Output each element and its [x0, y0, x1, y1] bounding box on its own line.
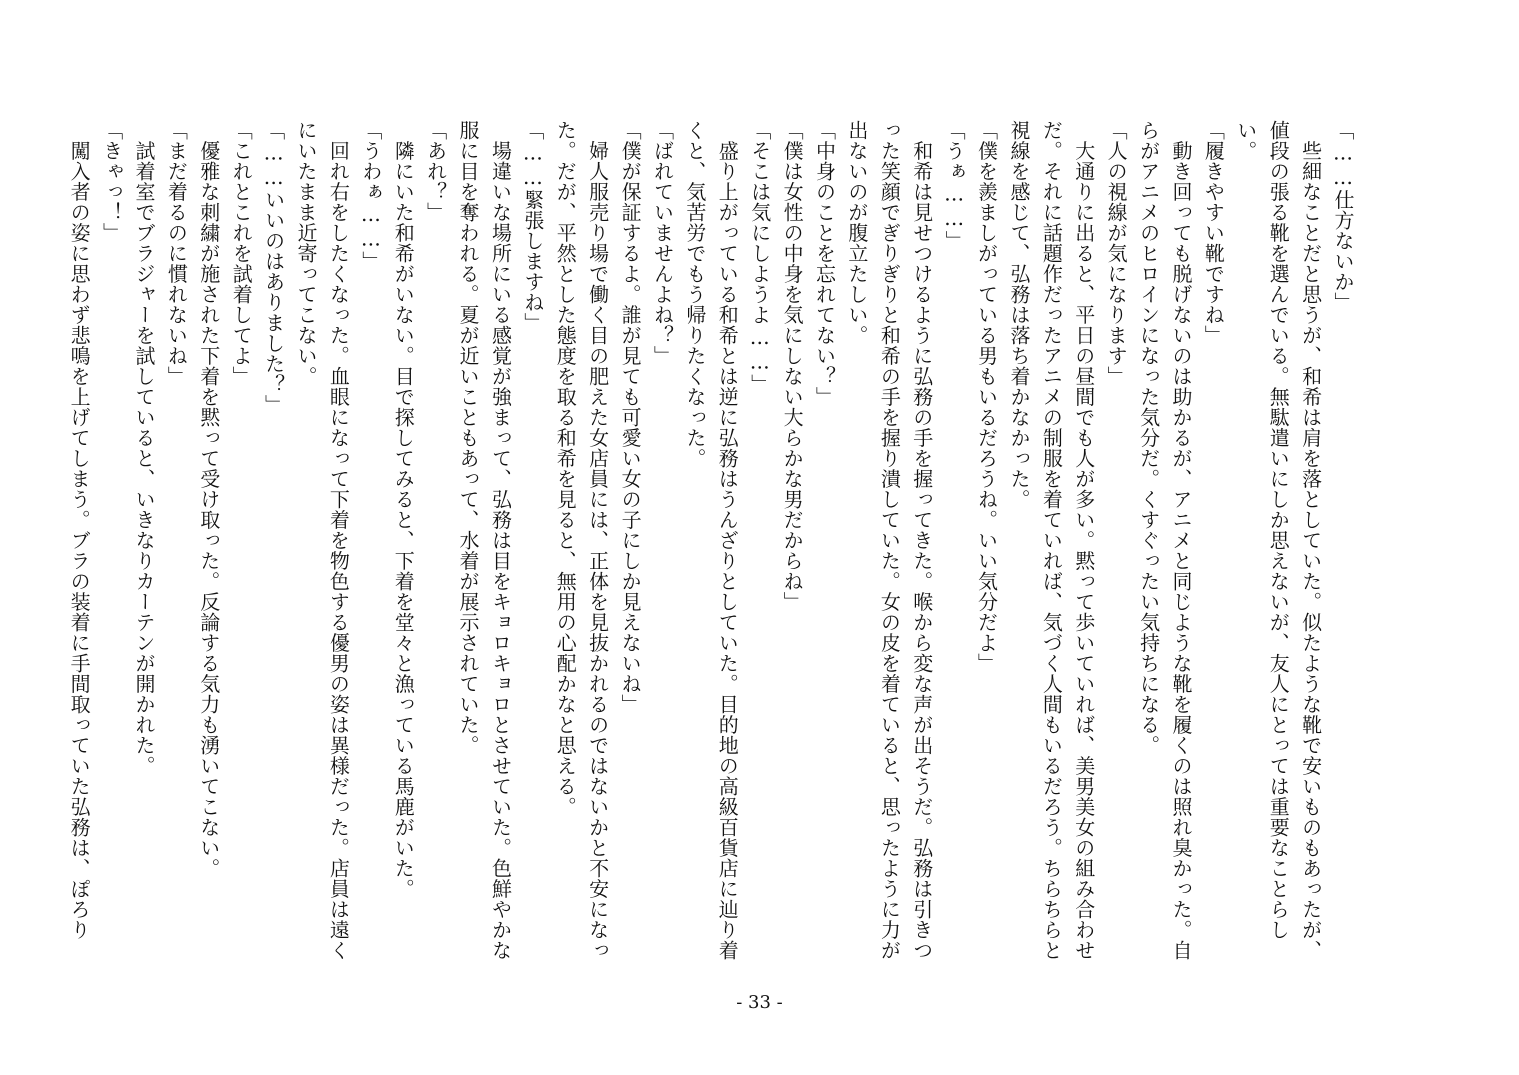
text-line: 「僕は女性の中身を気にしない大らかな男だからね」 — [780, 120, 805, 612]
text-line: 「きゃっ！」 — [99, 120, 124, 243]
text-line: 「ばれていませんよね？」 — [650, 120, 675, 366]
text-line: 「……仕方ないか」 — [1331, 120, 1355, 313]
text-line: 「うぁ……」 — [942, 120, 967, 251]
text-line: 「僕を羨ましがっている男もいるだろうね。いい気分だよ」 — [974, 120, 999, 674]
text-line: 「……緊張しますね」 — [520, 120, 545, 333]
text-line: 「僕が保証するよ。誰が見ても可愛い女の子にしか見えないね」 — [618, 120, 643, 715]
text-line: 盛り上がっている和希とは逆に弘務はうんざりとしていた。目的地の高級百貨店に辿り着くと、気苦労でもう帰りたくなった。 — [682, 120, 740, 961]
text-line: 和希は見せつけるように弘務の手を握ってきた。喉から変な声が出そうだ。弘務は引きつった笑顔でぎりぎりと和希の手を握り潰していた。女の皮を着ていると、思ったように力が出ないのが腹立たしい。 — [844, 120, 934, 961]
text-line: 些細なことだと思うが、和希は肩を落としていた。似たような靴で安いものもあったが、値段の張る靴を選んでいる。無駄遣いにしか思えないが、友人にとっては重要なことらしい。 — [1233, 120, 1323, 961]
text-line: 「まだ着るのに慣れないね」 — [164, 120, 189, 387]
text-line: 「あれ？」 — [423, 120, 448, 223]
text-line: 「人の視線が気になります」 — [1104, 120, 1129, 387]
text-line: 大通りに出ると、平日の昼間でも人が多い。黙って歩いていれば、美男美女の組み合わせだ。それに話題作だったアニメの制服を着ていれば、気づく人間もいるだろう。ちらちらと視線を感じて、弘務は落ち着かなかった。 — [1006, 120, 1096, 961]
text-line: 「これとこれを試着してよ」 — [229, 120, 254, 387]
text-line: 回れ右をしたくなった。血眼になって下着を物色する優男の姿は異様だった。店員は遠くにいたまま近寄ってこない。 — [294, 120, 351, 961]
text-line: 優雅な刺繍が施された下着を黙って受け取った。反論する気力も湧いてこない。 — [196, 120, 221, 879]
text-line: 闖入者の姿に思わず悲鳴を上げてしまう。ブラの装着に手間取っていた弘務は、ぽろり — [67, 120, 92, 940]
text-line: 場違いな場所にいる感覚が強まって、弘務は目をキョロキョロとさせていた。色鮮やかな服に目を奪われる。夏が近いこともあって、水着が展示されていた。 — [456, 120, 513, 961]
text-line: 「履きやすい靴ですね」 — [1201, 120, 1226, 346]
text-line: 隣にいた和希がいない。目で探してみると、下着を堂々と漁っている馬鹿がいた。 — [391, 120, 416, 899]
novel-page-text — [67, 120, 1359, 980]
text-line: 「中身のことを忘れてない？」 — [812, 120, 837, 407]
text-line: 「そこは気にしようよ……」 — [747, 120, 772, 395]
text-line: 動き回っても脱げないのは助かるが、アニメと同じような靴を履くのは照れ臭かった。自らがアニメのヒロインになった気分だ。くすぐったい気持ちになる。 — [1136, 120, 1193, 961]
text-line: 婦人服売り場で働く目の肥えた女店員には、正体を見抜かれるのではないかと不安になった。だが、平然とした態度を取る和希を見ると、無用の心配かなと思える。 — [553, 120, 610, 961]
text-line: 「……いいのはありました？」 — [261, 120, 286, 415]
page-number: - 33 - — [736, 992, 783, 1013]
text-line: 試着室でブラジャーを試していると、いきなりカーテンが開かれた。 — [131, 120, 156, 776]
text-line: 「うわぁ……」 — [358, 120, 383, 272]
